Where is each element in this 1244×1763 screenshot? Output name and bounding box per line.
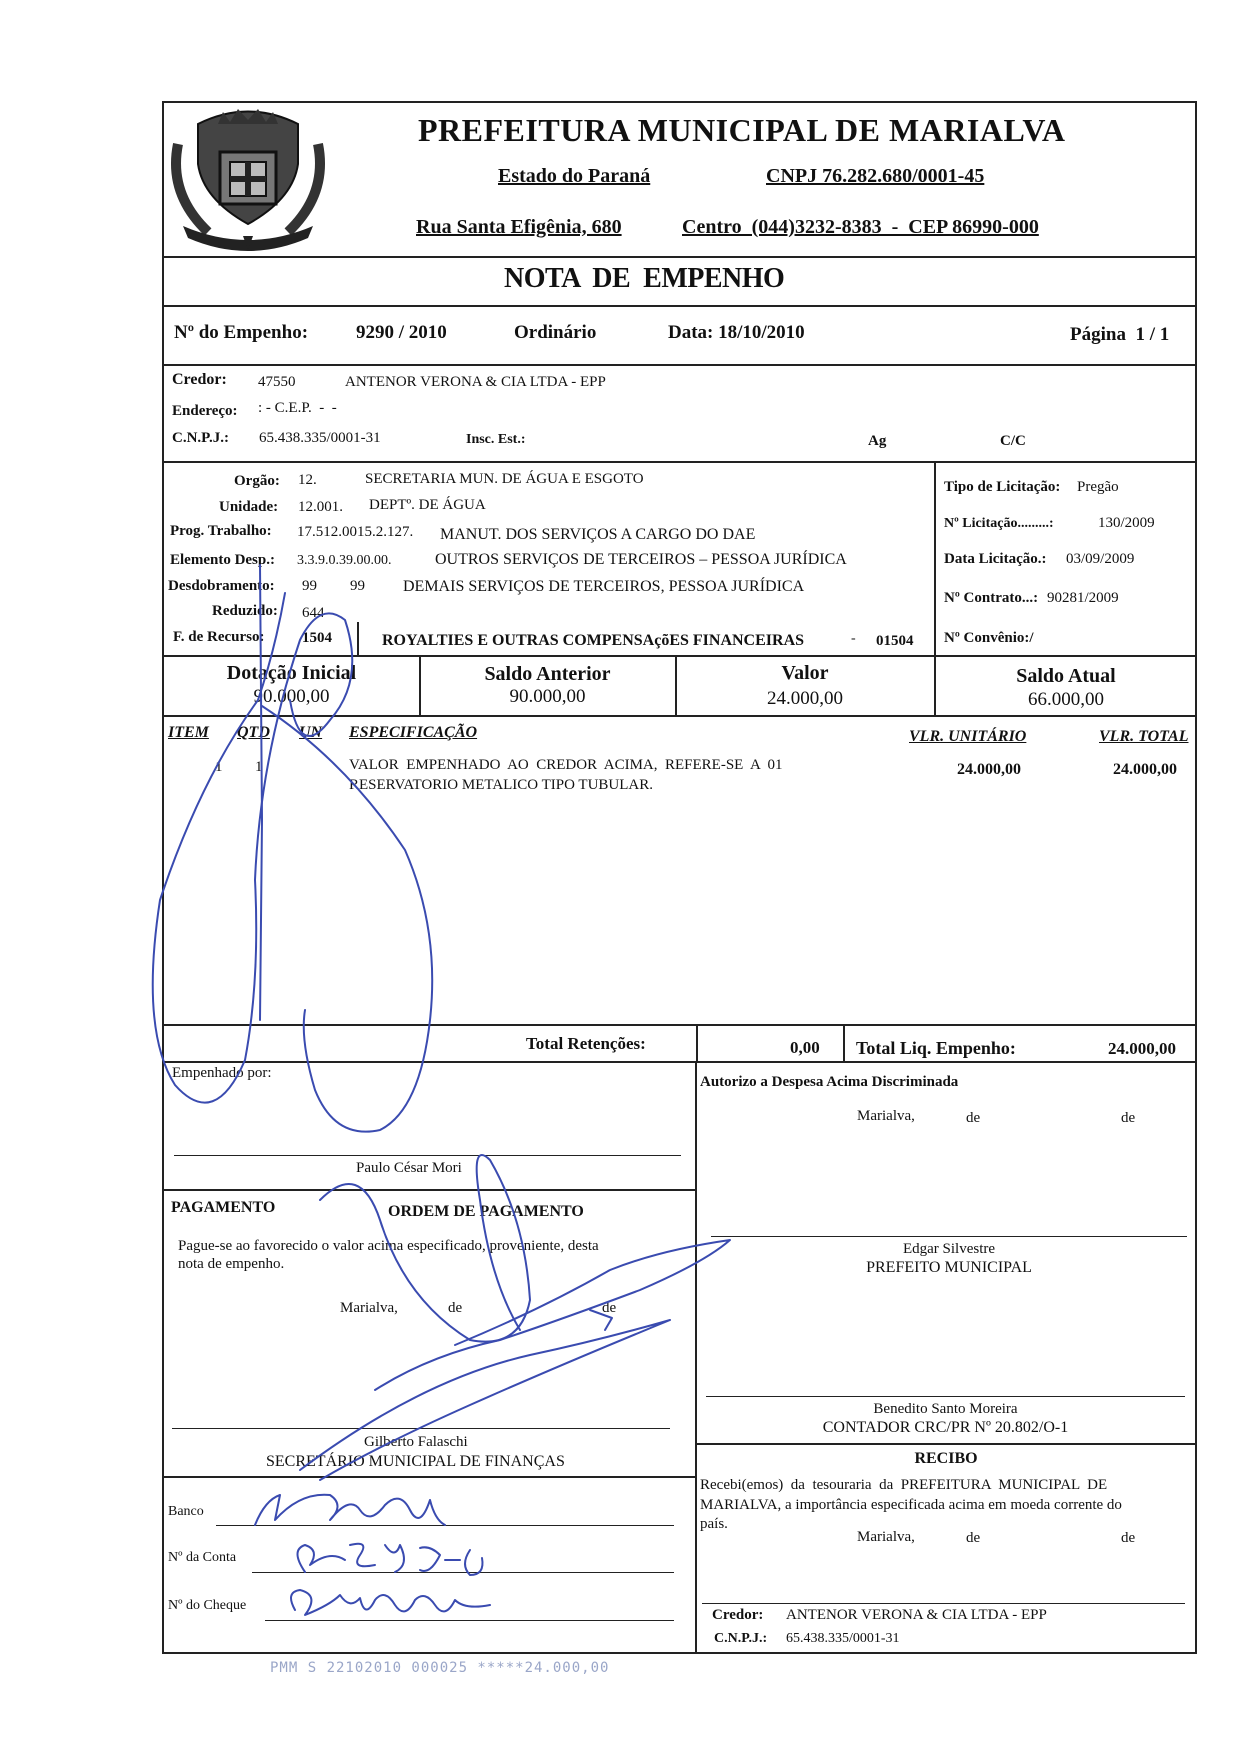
header-state: Estado do Paraná xyxy=(498,165,651,187)
credor-cnpj-value: 65.438.335/0001-31 xyxy=(259,430,381,446)
total-retencoes-label: Total Retenções: xyxy=(526,1034,646,1053)
prog-trabalho-label: Prog. Trabalho: xyxy=(170,523,272,539)
credor-code: 47550 xyxy=(258,374,296,390)
recibo-de-2: de xyxy=(1121,1530,1136,1546)
document-title: NOTA DE EMPENHO xyxy=(504,263,785,294)
contador-name: Benedito Santo Moreira xyxy=(873,1401,1018,1417)
autorizo-de-1: de xyxy=(966,1110,981,1126)
col-qtd-header: QTD xyxy=(237,724,270,741)
recibo-de-1: de xyxy=(966,1530,981,1546)
recibo-text-line-2: MARIALVA, a importância especificada acima em moeda corrente do xyxy=(700,1497,1122,1513)
saldo-anterior-label: Saldo Anterior xyxy=(484,663,611,685)
tipo-licitacao-label: Tipo de Licitação: xyxy=(944,479,1061,495)
col-item-header: ITEM xyxy=(168,724,209,741)
pagamento-label: PAGAMENTO xyxy=(171,1199,276,1216)
saldo-anterior-value: 90.000,00 xyxy=(509,686,586,707)
recibo-text-line-3: país. xyxy=(700,1516,728,1532)
endereco-label: Endereço: xyxy=(172,403,238,419)
elemento-desp-desc: OUTROS SERVIÇOS DE TERCEIROS – PESSOA JURÍDICA xyxy=(435,551,847,568)
desdobramento-label: Desdobramento: xyxy=(168,578,275,594)
conta-label: Nº da Conta xyxy=(168,1550,237,1565)
prefeito-name: Edgar Silvestre xyxy=(902,1241,996,1257)
empenho-type: Ordinário xyxy=(514,322,597,343)
municipal-coat-of-arms-icon xyxy=(168,104,328,252)
header-cnpj: CNPJ 76.282.680/0001-45 xyxy=(766,165,985,187)
reduzido-label: Reduzido: xyxy=(212,603,278,619)
total-liq-label: Total Liq. Empenho: xyxy=(856,1038,1016,1058)
pagamento-city: Marialva, xyxy=(340,1300,398,1316)
recibo-credor-name: ANTENOR VERONA & CIA LTDA - EPP xyxy=(786,1607,1047,1623)
secretario-title: SECRETÁRIO MUNICIPAL DE FINANÇAS xyxy=(266,1453,565,1470)
recibo-cnpj-label: C.N.P.J.: xyxy=(714,1631,768,1646)
recibo-credor-label: Credor: xyxy=(712,1607,764,1623)
autorizo-city: Marialva, xyxy=(857,1108,915,1124)
empenho-date: Data: 18/10/2010 xyxy=(668,322,805,343)
conta-corrente-label: C/C xyxy=(1000,433,1026,449)
header-title: PREFEITURA MUNICIPAL DE MARIALVA xyxy=(418,112,1066,148)
unidade-label: Unidade: xyxy=(219,499,279,515)
pagamento-de-1: de xyxy=(448,1300,463,1316)
num-licitacao-label: Nº Licitação.........: xyxy=(944,516,1054,531)
fonte-recurso-code: 1504 xyxy=(302,630,332,646)
col-spec-header: ESPECIFICAÇÃO xyxy=(349,724,478,741)
recibo-text-line-1: Recebi(emos) da tesouraria da PREFEITURA MUNICIPAL DE xyxy=(700,1477,1108,1493)
prog-trabalho-desc: MANUT. DOS SERVIÇOS A CARGO DO DAE xyxy=(440,526,756,543)
valor-label: Valor xyxy=(781,662,829,684)
banco-label: Banco xyxy=(168,1504,204,1519)
cheque-label: Nº do Cheque xyxy=(168,1598,247,1613)
item-qtd: 1 xyxy=(255,759,263,775)
autorizo-label: Autorizo a Despesa Acima Discriminada xyxy=(700,1074,959,1090)
item-spec-line-1: VALOR EMPENHADO AO CREDOR ACIMA, REFERE-SE A 01 xyxy=(349,757,783,773)
ordem-pagamento-label: ORDEM DE PAGAMENTO xyxy=(388,1203,584,1220)
header-address: Rua Santa Efigênia, 680 xyxy=(416,216,622,238)
bank-authentication-stamp: PMM S 22102010 000025 *****24.000,00 xyxy=(270,1660,610,1676)
item-vlr-total: 24.000,00 xyxy=(1113,761,1177,778)
endereco-value: : - C.E.P. - - xyxy=(258,400,337,416)
recibo-label: RECIBO xyxy=(914,1450,978,1467)
credor-cnpj-label: C.N.P.J.: xyxy=(172,430,229,446)
empenhado-por-label: Empenhado por: xyxy=(172,1065,272,1081)
item-vlr-unit: 24.000,00 xyxy=(957,761,1021,778)
header-district-phone-cep: Centro (044)3232-8383 - CEP 86990-000 xyxy=(682,216,1039,238)
total-liq-value: 24.000,00 xyxy=(1108,1039,1176,1058)
secretario-name: Gilberto Falaschi xyxy=(364,1434,468,1450)
data-licitacao-label: Data Licitação.: xyxy=(944,551,1047,567)
prog-trabalho-code: 17.512.0015.2.127. xyxy=(297,524,414,540)
unidade-desc: DEPTº. DE ÁGUA xyxy=(369,497,486,513)
desdobramento-code-2: 99 xyxy=(350,578,365,594)
orgao-desc: SECRETARIA MUN. DE ÁGUA E ESGOTO xyxy=(365,471,644,487)
empenhado-por-name: Paulo César Mori xyxy=(356,1160,462,1176)
pagamento-text-line-2: nota de empenho. xyxy=(178,1256,285,1272)
empenho-number: 9290 / 2010 xyxy=(356,322,447,343)
credor-label: Credor: xyxy=(172,371,227,388)
desdobramento-code-1: 99 xyxy=(302,578,317,594)
num-licitacao-value: 130/2009 xyxy=(1098,515,1155,531)
valor-value: 24.000,00 xyxy=(767,688,843,709)
data-licitacao-value: 03/09/2009 xyxy=(1066,551,1135,567)
contador-title: CONTADOR CRC/PR Nº 20.802/O-1 xyxy=(822,1419,1069,1436)
contrato-value: 90281/2009 xyxy=(1047,590,1119,606)
insc-est-label: Insc. Est.: xyxy=(466,432,526,447)
recibo-cnpj-value: 65.438.335/0001-31 xyxy=(786,1631,900,1646)
empenho-label: Nº do Empenho: xyxy=(174,322,309,343)
orgao-code: 12. xyxy=(298,472,317,488)
pagamento-text-line-1: Pague-se ao favorecido o valor acima especificado, proveniente, desta xyxy=(178,1238,599,1254)
convenio-label: Nº Convênio:/ xyxy=(944,630,1034,646)
contrato-label: Nº Contrato...: xyxy=(944,590,1039,606)
item-spec-line-2: RESERVATORIO METALICO TIPO TUBULAR. xyxy=(349,777,654,793)
credor-name: ANTENOR VERONA & CIA LTDA - EPP xyxy=(345,374,606,390)
prefeito-title: PREFEITO MUNICIPAL xyxy=(866,1259,1032,1276)
orgao-label: Orgão: xyxy=(234,473,280,489)
item-number: 1 xyxy=(215,759,223,775)
fonte-recurso-dash: - xyxy=(851,631,856,646)
fonte-recurso-desc: ROYALTIES E OUTRAS COMPENSAçõES FINANCEIRAS xyxy=(382,632,805,649)
fonte-recurso-code-2: 01504 xyxy=(876,633,914,649)
saldo-atual-value: 66.000,00 xyxy=(1028,689,1104,710)
autorizo-de-2: de xyxy=(1121,1110,1136,1126)
reduzido-value: 644 xyxy=(302,605,325,621)
agencia-label: Ag xyxy=(868,433,887,449)
tipo-licitacao-value: Pregão xyxy=(1077,479,1119,495)
elemento-desp-label: Elemento Desp.: xyxy=(170,552,275,568)
page-number: Página 1 / 1 xyxy=(1070,324,1170,345)
recibo-city: Marialva, xyxy=(857,1529,915,1545)
col-vlr-unit-header: VLR. UNITÁRIO xyxy=(909,728,1027,745)
pagamento-de-2: de xyxy=(602,1300,617,1316)
desdobramento-desc: DEMAIS SERVIÇOS DE TERCEIROS, PESSOA JURÍDICA xyxy=(403,578,805,595)
saldo-atual-label: Saldo Atual xyxy=(1016,665,1116,687)
fonte-recurso-label: F. de Recurso: xyxy=(173,629,265,645)
unidade-code: 12.001. xyxy=(298,499,343,515)
dotacao-inicial-label: Dotação Inicial xyxy=(226,662,357,684)
elemento-desp-code: 3.3.9.0.39.00.00. xyxy=(297,553,392,568)
col-un-header: UN xyxy=(299,724,323,741)
dotacao-inicial-value: 90.000,00 xyxy=(253,686,330,707)
col-vlr-total-header: VLR. TOTAL xyxy=(1099,728,1189,745)
total-retencoes-value: 0,00 xyxy=(790,1038,820,1057)
